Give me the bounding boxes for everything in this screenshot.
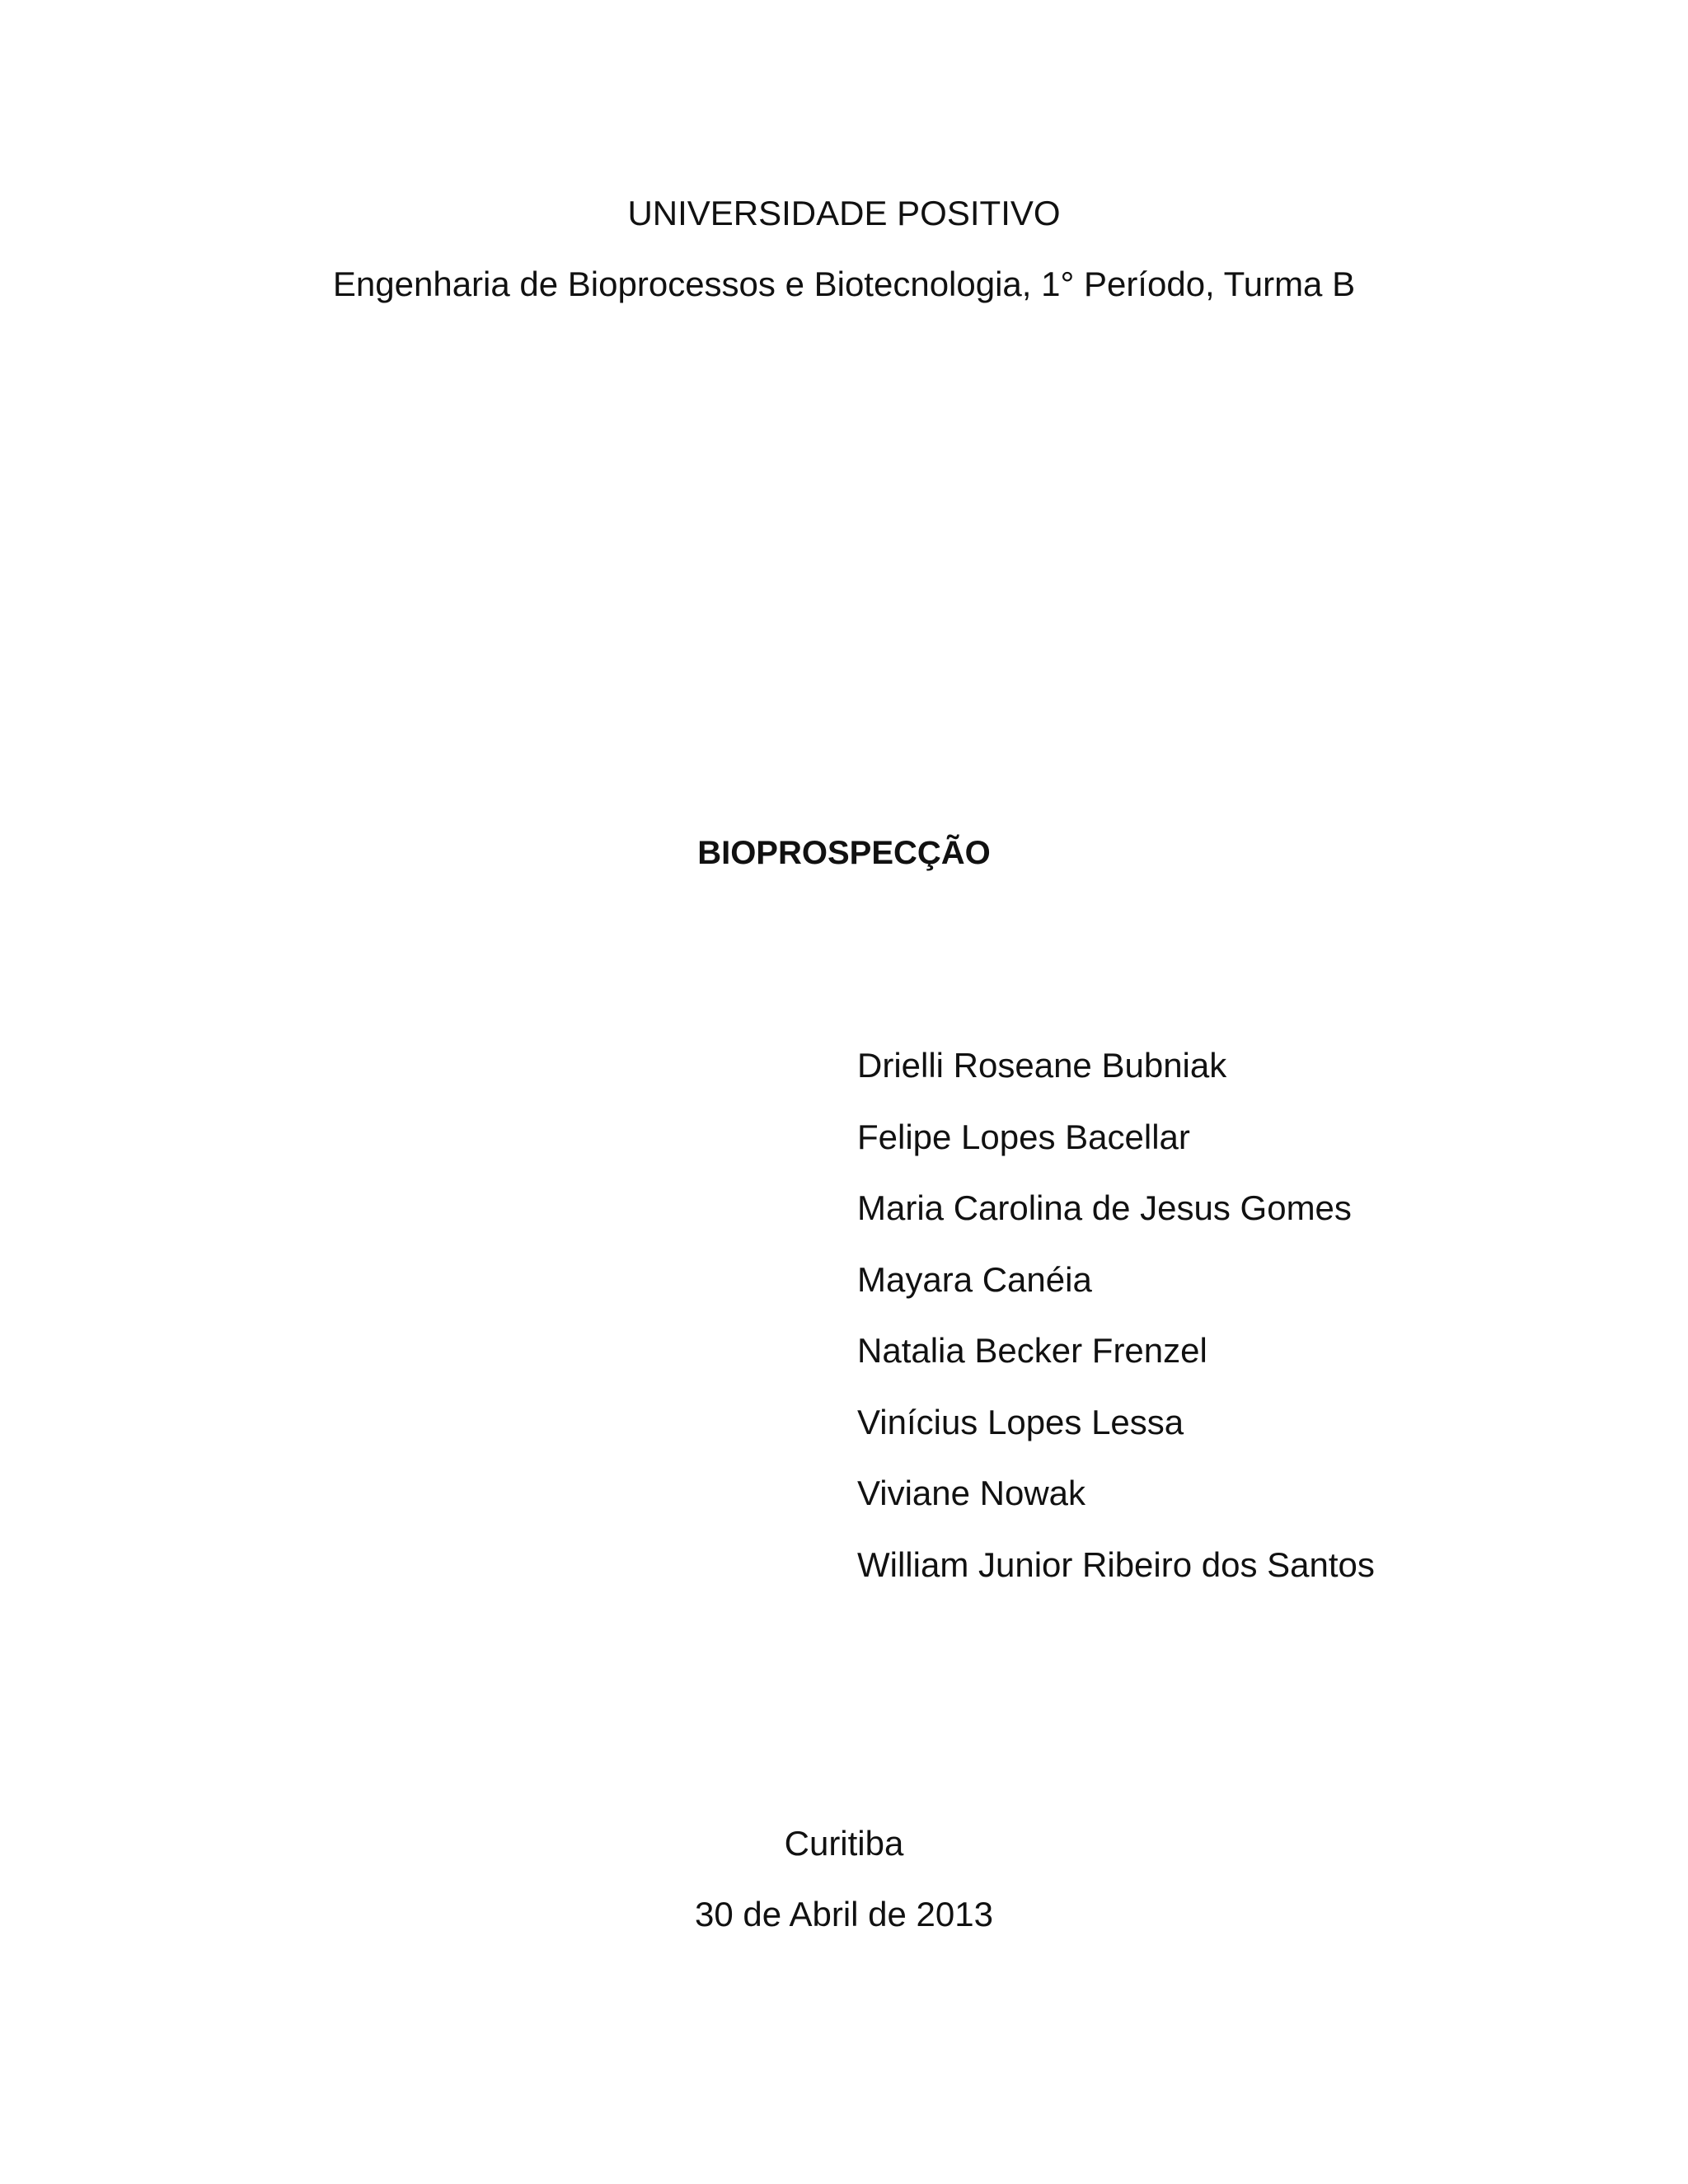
city: Curitiba xyxy=(784,1824,904,1863)
author-name: Mayara Canéia xyxy=(857,1259,1092,1299)
document-title: BIOPROSPECÇÃO xyxy=(697,835,991,871)
author-name: William Junior Ribeiro dos Santos xyxy=(857,1544,1375,1584)
author-name: Vinícius Lopes Lessa xyxy=(857,1402,1184,1441)
author-name: Drielli Roseane Bubniak xyxy=(857,1046,1227,1085)
date: 30 de Abril de 2013 xyxy=(695,1895,993,1933)
course-info: Engenharia de Bioprocessos e Biotecnologia, 1° Período, Turma B xyxy=(332,265,1356,303)
institution-name: UNIVERSIDADE POSITIVO xyxy=(627,194,1061,232)
author-list xyxy=(857,1045,1375,1615)
author-name: Felipe Lopes Bacellar xyxy=(857,1117,1190,1156)
author-name: Natalia Becker Frenzel xyxy=(857,1331,1207,1370)
author-name: Viviane Nowak xyxy=(857,1474,1086,1512)
author-name: Maria Carolina de Jesus Gomes xyxy=(857,1188,1352,1227)
